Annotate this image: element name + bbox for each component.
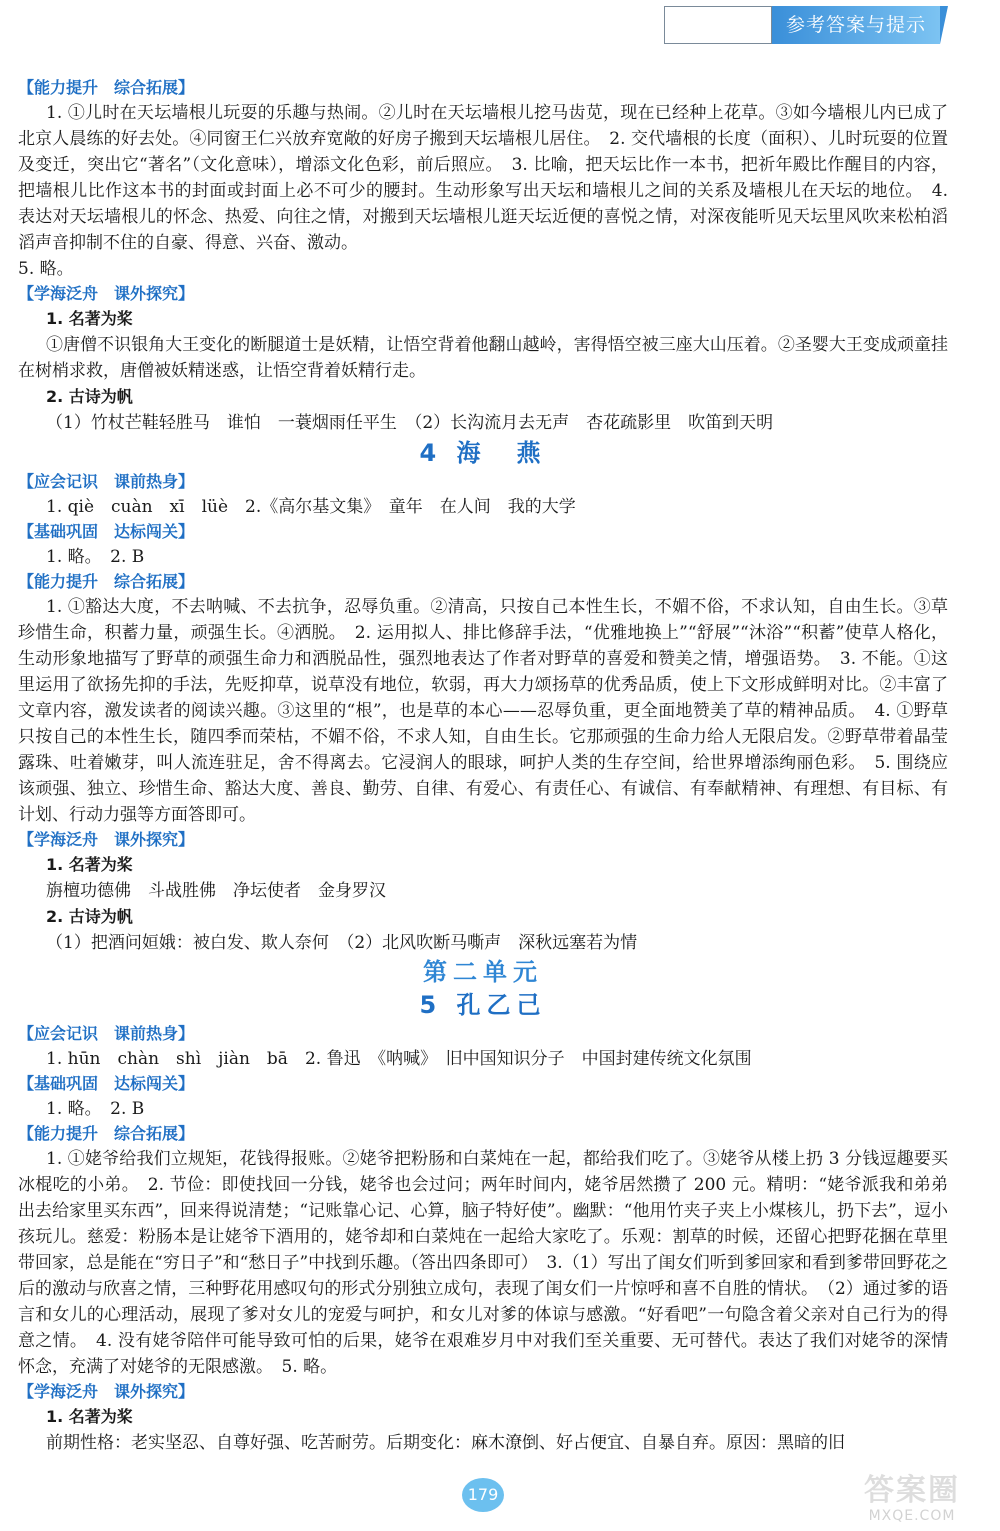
section-heading: 【能力提升 综合拓展】: [18, 1124, 195, 1143]
sub-heading: 1. 名著为桨: [46, 1407, 133, 1426]
section-heading: 【学海泛舟 课外探究】: [18, 284, 195, 303]
section-heading: 【学海泛舟 课外探究】: [18, 830, 195, 849]
answer-line: 1. 略。 2. B: [46, 547, 145, 567]
answer-paragraph: 1. ①姥爷给我们立规矩，花钱得报账。②姥爷把粉肠和白菜炖在一起，都给我们吃了。③姥爷从楼上扔 3 分钱逗趣要买冰棍吃的小弟。 2. 节俭：即使找回一分钱，姥爷也会过问；两年时间内，姥爷居然攒了 200 元。精明：“姥爷派我和弟弟出去给家里买东西”，回来得说清楚；“记账靠心记、心算，脑子特好使”。幽默：“他用竹夹子夹上小煤核儿，扔下去”，逗小孩玩儿。慈爱：粉肠本是让姥爷下酒用的，姥爷却和白菜炖在一起给大家吃了。乐观：割草的时候，还留心把野花捆在草里带回家，总是能在“穷日子”和“愁日子”中找到乐趣。（答出四条即可） 3.（1）写出了闺女们听到爹回家和看到爹带回野花之后的激动与欣喜之情，三种野花用感叹句的形式分别独立成句，表现了闺女们一片惊呼和喜不自胜的情状。 （2）通过爹的语言和女儿的心理活动，展现了爹对女儿的宠爱与呵护，和女儿对爹的体谅与感激。“好看吧”一句隐含着父亲对自己行为的得意之情。 4. 没有姥爷陪伴可能导致可怕的后果，姥爷在艰难岁月中对我们至关重要、无可替代。表达了我们对姥爷的深情怀念，充满了对姥爷的无限感激。 5. 略。: [18, 1149, 948, 1377]
answer-line: （1）竹杖芒鞋轻胜马 谁怕 一蓑烟雨任平生 （2）长沟流月去无声 杏花疏影里 吹笛到天明: [46, 413, 774, 433]
answer-line: 1. hūn chàn shì jiàn bā 2. 鲁迅 《呐喊》 旧中国知识分子 中国封建传统文化氛围: [46, 1049, 752, 1069]
answer-paragraph: 前期性格：老实坚忍、自尊好强、吃苦耐劳。后期变化：麻木潦倒、好占便宜、自暴自弃。原因：黑暗的旧: [46, 1433, 845, 1453]
lesson-title: 4 海 燕: [419, 439, 547, 467]
answer-line: 5. 略。: [18, 259, 74, 279]
section-heading: 【学海泛舟 课外探究】: [18, 1382, 195, 1401]
sub-heading: 2. 古诗为帆: [46, 387, 133, 406]
section-heading: 【应会记识 课前热身】: [18, 1024, 195, 1043]
answer-section-tab: 参考答案与提示: [772, 6, 940, 44]
answer-paragraph: 1. ①豁达大度，不去呐喊、不去抗争，忍辱负重。②清高，只按自己本性生长，不媚不俗，不求认知，自由生长。③草珍惜生命，积蓄力量，顽强生长。④洒脱。 2. 运用拟人、排比修辞手法，“优雅地换上”“舒展”“沐浴”“积蓄”使草人格化，生动形象地描写了野草的顽强生命力和洒脱品性，强烈地表达了作者对野草的喜爱和赞美之情，增强语势。 3. 不能。①这里运用了欲扬先抑的手法，先贬抑草，说草没有地位，软弱，再大力颂扬草的优秀品质，使上下文形成鲜明对比。②丰富了文章内容，激发读者的阅读兴趣。③这里的“根”，也是草的本心——忍辱负重，更全面地赞美了草的精神品质。 4. ①野草只按自己的本性生长，随四季而荣枯，不媚不俗，不求人知，自由生长。它那顽强的生命力给人无限启发。②野草带着晶莹露珠、吐着嫩芽，叫人流连驻足，舍不得离去。它浸润人的眼球，呵护人类的生存空间，给世界增添绚丽色彩。 5. 围绕应该顽强、独立、珍惜生命、豁达大度、善良、勤劳、自律、有爱心、有责任心、有诚信、有奉献精神、有理想、有目标、有计划、行动力强等方面答即可。: [18, 597, 948, 825]
watermark-url: MXQE.COM: [868, 1508, 956, 1524]
answer-line: （1）把酒问姮娥：被白发、欺人奈何 （2）北风吹断马嘶声 深秋远塞若为情: [46, 933, 638, 953]
section-heading: 【能力提升 综合拓展】: [18, 572, 195, 591]
header-tab-tail: [940, 6, 948, 44]
header-blank-box: [664, 6, 772, 44]
sub-heading: 1. 名著为桨: [46, 855, 133, 874]
answer-line: 1. qiè cuàn xī lüè 2.《高尔基文集》 童年 在人间 我的大学: [46, 497, 576, 517]
sub-heading: 2. 古诗为帆: [46, 907, 133, 926]
answer-line: 1. 略。 2. B: [46, 1099, 145, 1119]
page-number: 179: [462, 1478, 504, 1512]
section-heading: 【应会记识 课前热身】: [18, 472, 195, 491]
section-heading: 【能力提升 综合拓展】: [18, 78, 195, 97]
lesson-title: 5 孔乙己: [419, 991, 547, 1019]
answer-line: 旃檀功德佛 斗战胜佛 净坛使者 金身罗汉: [46, 881, 386, 901]
answer-paragraph: 1. ①儿时在天坛墙根儿玩耍的乐趣与热闹。②儿时在天坛墙根儿挖马齿苋，现在已经种上花草。③如今墙根儿内已成了北京人晨练的好去处。④同窗王仁兴放弃宽敞的好房子搬到天坛墙根儿居住。 2. 交代墙根的长度（面积）、儿时玩耍的位置及变迁，突出它“著名”（文化意味），增添文化色彩，前后照应。 3. 比喻，把天坛比作一本书，把祈年殿比作醒目的内容，把墙根儿比作这本书的封面或封面上必不可少的腰封。生动形象写出天坛和墙根儿之间的关系及墙根儿在天坛的地位。 4. 表达对天坛墙根儿的怀念、热爱、向往之情，对搬到天坛墙根儿逛天坛近便的喜悦之情，对深夜能听见天坛里风吹来松柏滔滔声音抑制不住的自豪、得意、兴奋、激动。: [18, 103, 948, 253]
section-heading: 【基础巩固 达标闯关】: [18, 1074, 195, 1093]
watermark-logo: [852, 1474, 972, 1524]
section-heading: 【基础巩固 达标闯关】: [18, 522, 195, 541]
watermark-text: 答案圈: [864, 1473, 960, 1508]
unit-title: 第二单元: [423, 958, 543, 986]
sub-heading: 1. 名著为桨: [46, 309, 133, 328]
answer-content: [18, 76, 948, 1456]
answer-paragraph: ①唐僧不识银角大王变化的断腿道士是妖精，让悟空背着他翻山越岭，害得悟空被三座大山压着。②圣婴大王变成顽童挂在树梢求救，唐僧被妖精迷惑，让悟空背着妖精行走。: [18, 335, 948, 381]
